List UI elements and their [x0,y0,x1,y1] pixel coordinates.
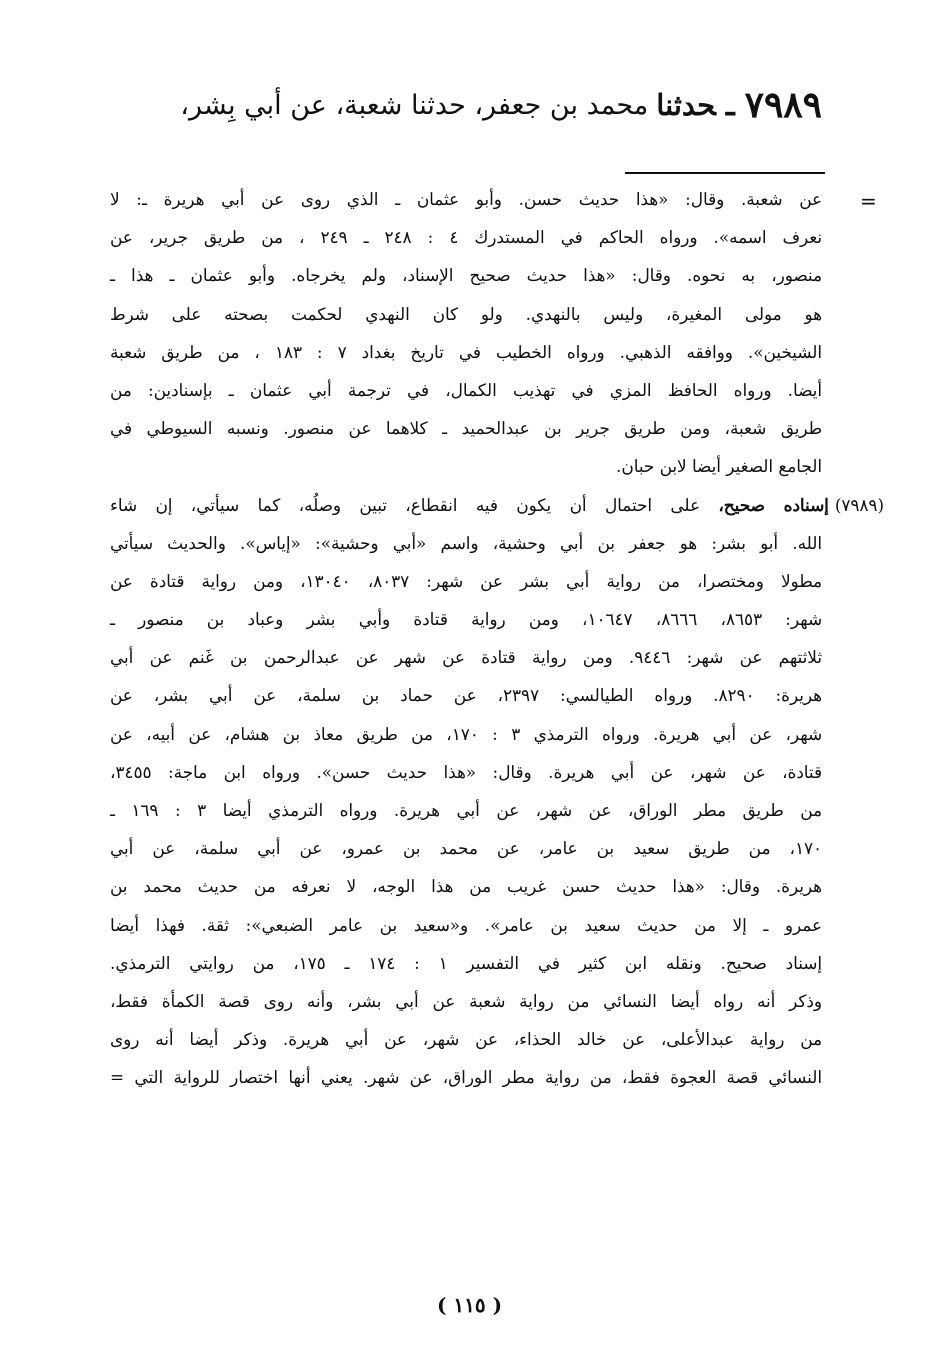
footnote-ref: (٧٩٨٩) [834,494,885,515]
text-line: شهر: ٨٦٥٣، ٨٦٦٦، ١٠٦٤٧، ومن رواية قتادة وأبي بشر وعباد بن منصور ـ [110,609,822,630]
page-header [110,84,822,146]
page-number: ( ١١٥ ) [436,1293,503,1317]
text-line: هريرة: ٨٢٩٠. ورواه الطيالسي: ٢٣٩٧، عن حماد بن سلمة، عن أبي بشر، عن [110,685,822,706]
text-line: ١٧٠، من طريق سعيد بن عامر، عن محمد بن عمرو، عن أبي سلمة، عن أبي [110,838,822,859]
text-line: نعرف اسمه». ورواه الحاكم في المستدرك ٤ : ٢٤٨ ـ ٢٤٩ ، من طريق جرير، عن [110,227,822,248]
text-line: الشيخين». ووافقه الذهبي. ورواه الخطيب في تاريخ بغداد ٧ : ١٨٣ ، من طريق شعبة [110,341,822,362]
header-text: محمد بن جعفر، حدثنا شعبة، عن أبي بِشر، [180,89,649,121]
footnote-7989 [110,486,885,1097]
footnote-separator-rule [625,172,825,174]
footnote-first-line-text: على احتمال أن يكون فيه انقطاع، تبين وصلُه، كما سيأتي، إن شاء [110,494,700,515]
text-line: من طريق مطر الوراق، عن شهر، عن أبي هريرة. ورواه الترمذي أيضا ٣ : ١٦٩ ـ [110,800,822,820]
continuation-mark: = [860,189,877,213]
footnote-lead: إسناده صحيح، [718,494,829,515]
footnotes-block [110,180,885,1097]
footnote-first-line [110,486,884,524]
text-line: ثلاثتهم عن شهر: ٩٤٤٦. ومن رواية قتادة عن شهر عن عبدالرحمن بن غَنم عن أبي [110,647,822,668]
header-bold-text: حدثنا [656,88,716,122]
text-line: عمرو ـ إلا من حديث سعيد بن عامر». و«سعيد بن عامر الضبعي»: ثقة. فهذا أيضا [110,914,823,935]
text-line: منصور، به نحوه. وقال: «هذا حديث صحيح الإسناد، ولم يخرجاه. وأبو عثمان ـ هذا ـ [110,265,822,286]
text-line: قتادة، عن شهر، عن أبي هريرة. وقال: «هذا حديث حسن». ورواه ابن ماجة: ٣٤٥٥، [110,761,822,782]
text-line: هو مولى المغيرة، وليس بالنهدي. ولو كان النهدي لحكمت بصحته على شرط [110,303,822,324]
text-line: النسائي قصة العجوة فقط، من رواية مطر الوراق، عن شهر. يعني أنها اختصار للرواية التي = [110,1067,822,1088]
header-dash: ـ [725,87,735,123]
text-line: وذكر أنه رواه أيضا النسائي من رواية شعبة عن أبي بشر، وأنه روى قصة الكمأة فقط، [110,990,822,1011]
text-line: أيضا. ورواه الحافظ المزي في تهذيب الكمال، في ترجمة أبي عثمان ـ بإسنادين: من [110,379,822,400]
text-line: هريرة. وقال: «هذا حديث حسن غريب من هذا الوجه، لا نعرفه من حديث محمد بن [110,876,822,897]
text-line: مطولا ومختصرا، من رواية أبي بشر عن شهر: ٨٠٣٧، ١٣٠٤٠، ومن رواية قتادة عن [110,570,822,591]
text-line: الله. أبو بشر: هو جعفر بن أبي وحشية، واسم «أبي وحشية»: «إياس». والحديث سيأتي [110,532,822,553]
text-line: شهر، عن أبي هريرة. ورواه الترمذي ٣ : ١٧٠، من طريق معاذ بن هشام، عن أبيه، عن [110,723,823,744]
text-line: إسناد صحيح. ونقله ابن كثير في التفسير ١ : ١٧٤ ـ ١٧٥، من روايتي الترمذي. [110,952,822,973]
text-line: من رواية عبدالأعلى، عن خالد الحذاء، عن شهر، عن أبي هريرة. وذكر أيضا أنه روى [110,1029,822,1050]
hadith-number: ٧٩٨٩ [744,84,822,126]
text-line: عن شعبة. وقال: «هذا حديث حسن. وأبو عثمان ـ الذي روى عن أبي هريرة ـ: لا [110,189,822,209]
previous-footnote-continuation [110,180,822,486]
text-line: طريق شعبة، ومن طريق جرير بن عبدالحميد ـ كلاهما عن منصور. ونسبه السيوطي في [110,418,822,439]
text-line: الجامع الصغير أيضا لابن حبان. [616,456,822,477]
